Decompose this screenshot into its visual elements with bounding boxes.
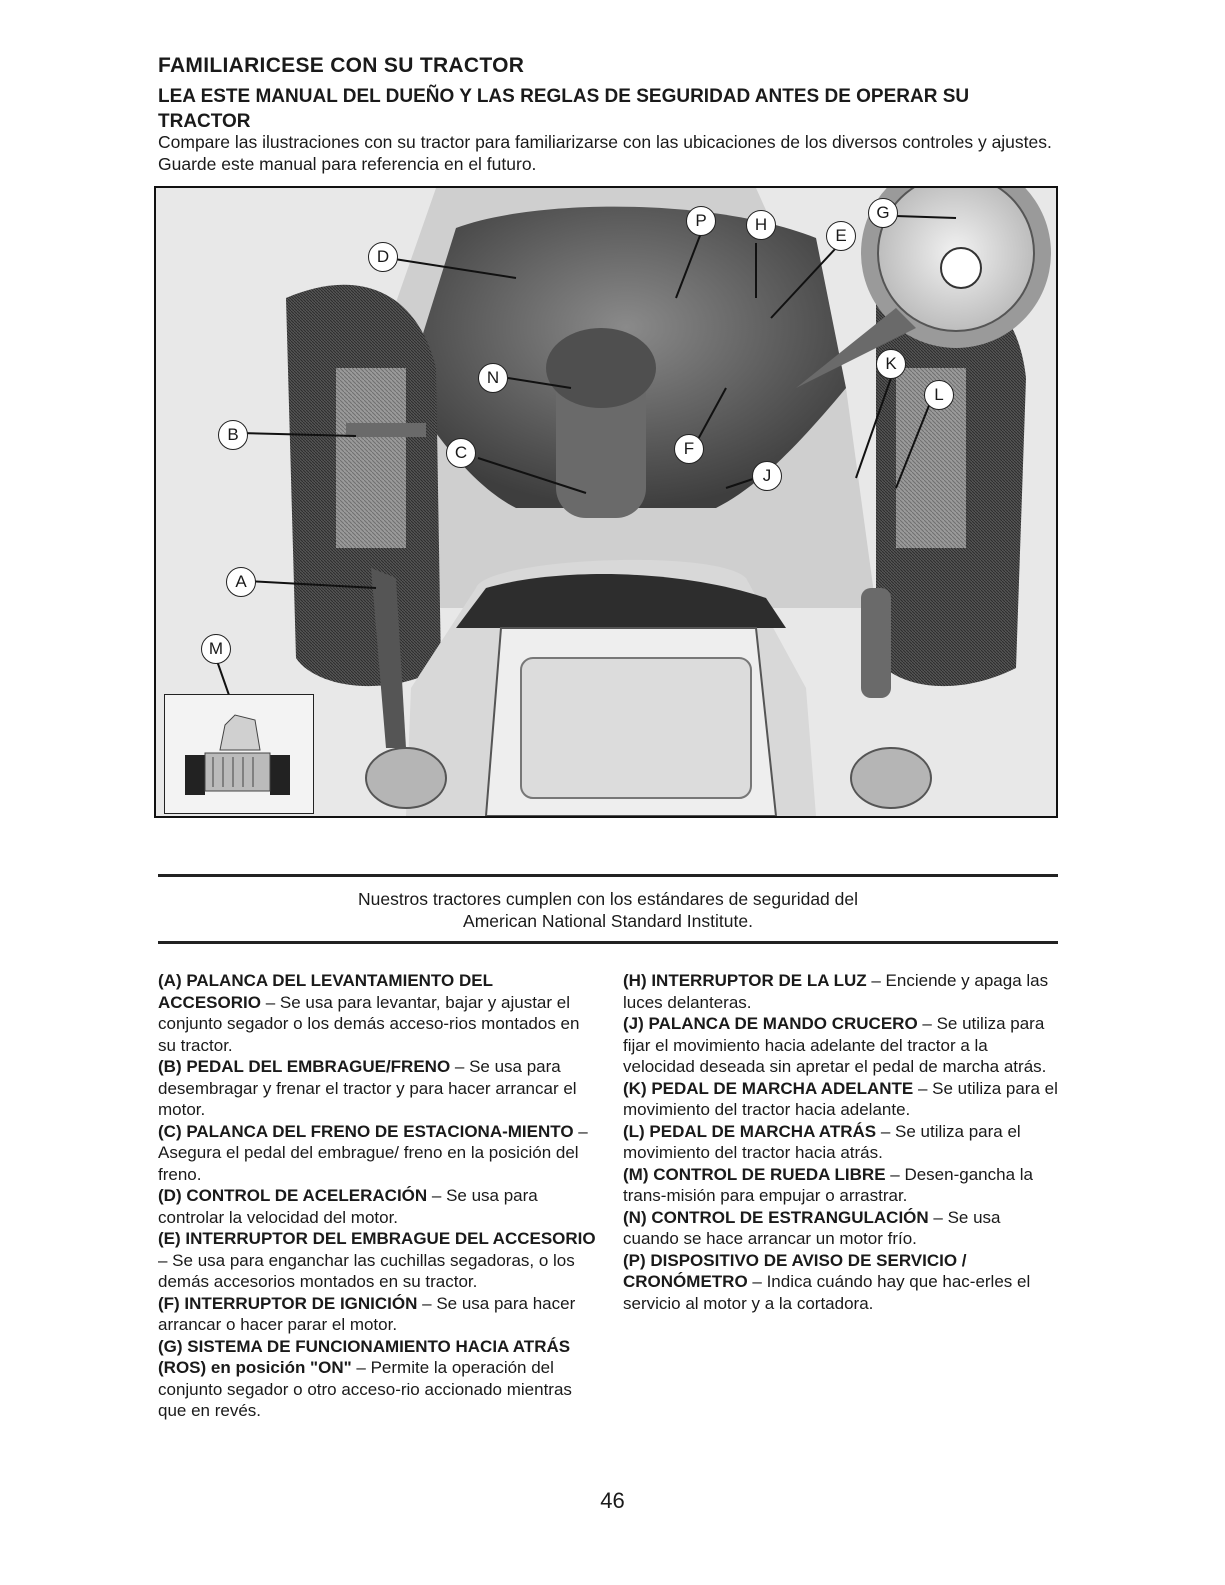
control-description: – Se usa para levantar, bajar y ajustar el conjunto segador o los demás acceso-rios montados en su tractor. xyxy=(158,992,580,1055)
control-description: – Desen-gancha la trans-misión para empujar o arrastrar. xyxy=(623,1164,1033,1205)
control-term: (E) INTERRUPTOR DEL EMBRAGUE DEL ACCESORIO xyxy=(158,1229,596,1248)
intro-paragraph: Compare las ilustraciones con su tractor para familiarizarse con las ubicaciones de los diversos controles y ajustes. Guarde este manual para referencia en el futuro. xyxy=(158,132,1052,174)
control-term: (K) PEDAL DE MARCHA ADELANTE xyxy=(623,1078,914,1098)
callout-j: J xyxy=(752,461,782,491)
tractor-controls-illustration xyxy=(154,186,1058,818)
controls-list-left xyxy=(158,970,598,1422)
control-term: (C) PALANCA DEL FRENO DE ESTACIONA-MIENTO xyxy=(158,1121,574,1141)
control-term: (P) DISPOSITIVO DE AVISO DE SERVICIO / CRONÓMETRO xyxy=(623,1250,967,1291)
control-term: (H) INTERRUPTOR DE LA LUZ xyxy=(623,971,867,990)
callout-p: P xyxy=(686,206,716,236)
callout-d: D xyxy=(368,242,398,272)
control-description: – Se usa para hacer arrancar o hacer parar el motor. xyxy=(158,1293,576,1334)
callout-h: H xyxy=(746,210,776,240)
control-item-c xyxy=(158,1121,598,1186)
control-term: (J) PALANCA DE MANDO CRUCERO xyxy=(623,1014,918,1033)
control-description: – Se usa cuando se hace arrancar un motor frío. xyxy=(623,1207,1001,1248)
control-item-e xyxy=(158,1228,598,1293)
callout-g: G xyxy=(868,198,898,228)
callout-e: E xyxy=(826,221,856,251)
control-term: (G) SISTEMA DE FUNCIONAMIENTO HACIA ATRÁS (ROS) en posición "ON" xyxy=(158,1336,571,1377)
control-description: – Se utiliza para el movimiento del tractor hacia atrás. xyxy=(623,1121,1021,1162)
control-description: – Se utiliza para el movimiento del tractor hacia adelante. xyxy=(623,1078,1058,1119)
control-item-h xyxy=(623,970,1060,1013)
control-item-g xyxy=(158,1336,598,1422)
control-description: – Se utiliza para fijar el movimiento hacia adelante del tractor a la velocidad deseada sin apretar el pedal de marcha atrás. xyxy=(623,1014,1047,1076)
page-number: 46 xyxy=(600,1488,625,1513)
controls-list-right xyxy=(623,970,1060,1314)
control-description: – Permite la operación del conjunto segador o otro acceso-rio accionado mientras que en revés. xyxy=(158,1358,572,1420)
freewheel-drawing xyxy=(165,695,313,813)
safety-standard-note xyxy=(158,888,1058,932)
control-term: (N) CONTROL DE ESTRANGULACIÓN xyxy=(623,1207,929,1227)
control-item-m xyxy=(623,1164,1060,1207)
control-term: (L) PEDAL DE MARCHA ATRÁS xyxy=(623,1121,877,1141)
callout-k: K xyxy=(876,349,906,379)
control-term: (M) CONTROL DE RUEDA LIBRE xyxy=(623,1164,886,1184)
control-term: (D) CONTROL DE ACELERACIÓN xyxy=(158,1186,428,1205)
control-item-k xyxy=(623,1078,1060,1121)
freewheel-inset-illustration xyxy=(164,694,314,814)
control-item-p xyxy=(623,1250,1060,1315)
divider-top xyxy=(158,874,1058,877)
control-item-a xyxy=(158,970,598,1056)
callout-m: M xyxy=(201,634,231,664)
page-title: FAMILIARICESE CON SU TRACTOR xyxy=(158,54,525,77)
callout-a: A xyxy=(226,567,256,597)
control-item-n xyxy=(623,1207,1060,1250)
callout-f: F xyxy=(674,434,704,464)
control-description: – Se usa para desembragar y frenar el tractor y para hacer arrancar el motor. xyxy=(158,1057,577,1119)
control-item-l xyxy=(623,1121,1060,1164)
control-item-d xyxy=(158,1185,598,1228)
safety-standard-line-1: Nuestros tractores cumplen con los estándares de seguridad del xyxy=(358,889,858,909)
control-description: – Asegura el pedal del embrague/ freno en la posición del freno. xyxy=(158,1121,588,1184)
page-subtitle: LEA ESTE MANUAL DEL DUEÑO Y LAS REGLAS DE SEGURIDAD ANTES DE OPERAR SU TRACTOR xyxy=(158,86,970,132)
control-term: (A) PALANCA DEL LEVANTAMIENTO DEL ACCESORIO xyxy=(158,971,493,1012)
control-term: (B) PEDAL DEL EMBRAGUE/FRENO xyxy=(158,1057,451,1076)
control-description: – Enciende y apaga las luces delanteras. xyxy=(623,971,1049,1012)
control-term: (F) INTERRUPTOR DE IGNICIÓN xyxy=(158,1293,418,1313)
callout-b: B xyxy=(218,420,248,450)
control-item-j xyxy=(623,1013,1060,1078)
control-item-b xyxy=(158,1056,598,1121)
control-description: – Indica cuándo hay que hac-erles el servicio al motor y a la cortadora. xyxy=(623,1272,1031,1313)
control-description: – Se usa para enganchar las cuchillas segadoras, o los demás accesorios montados en su tractor. xyxy=(158,1250,575,1291)
divider-bottom xyxy=(158,941,1058,944)
control-description: – Se usa para controlar la velocidad del motor. xyxy=(158,1186,538,1227)
safety-standard-line-2: American National Standard Institute. xyxy=(463,911,753,931)
callout-l: L xyxy=(924,380,954,410)
callout-c: C xyxy=(446,438,476,468)
callout-n: N xyxy=(478,363,508,393)
control-item-f xyxy=(158,1293,598,1336)
